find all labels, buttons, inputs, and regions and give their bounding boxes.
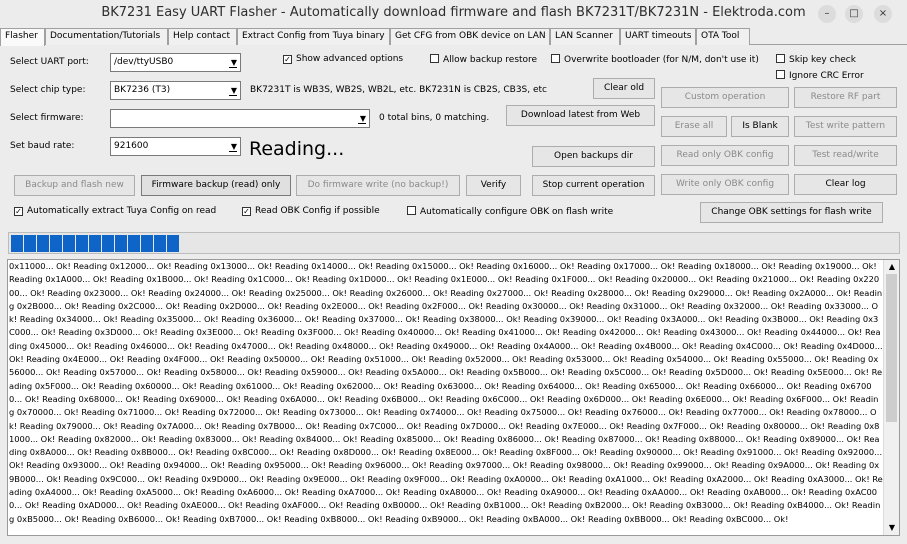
checkbox-checked-icon: ✓ bbox=[284, 55, 291, 64]
firmware-backup-button[interactable]: Firmware backup (read) only bbox=[141, 175, 291, 196]
dropdown-underline bbox=[358, 123, 366, 124]
auto-configure-obk-checkbox[interactable]: Automatically configure OBK on flash write bbox=[407, 206, 613, 217]
stop-operation-button[interactable]: Stop current operation bbox=[532, 175, 655, 196]
window-title: BK7231 Easy UART Flasher - Automatically download firmware and flash BK7231T/BK7231N - Elektroda.com bbox=[101, 5, 806, 20]
log-panel[interactable] bbox=[7, 259, 900, 536]
tab-ota-tool[interactable]: OTA Tool bbox=[696, 28, 750, 45]
progress-block bbox=[154, 235, 166, 252]
skip-key-check-checkbox[interactable]: Skip key check bbox=[776, 54, 856, 65]
progress-bar bbox=[8, 232, 900, 254]
clear-old-button[interactable]: Clear old bbox=[593, 78, 655, 99]
is-blank-button[interactable]: Is Blank bbox=[731, 116, 789, 137]
erase-all-button[interactable]: Erase all bbox=[661, 116, 727, 137]
progress-block bbox=[50, 235, 62, 252]
dropdown-underline bbox=[229, 67, 237, 68]
progress-block bbox=[37, 235, 49, 252]
firmware-label: Select firmware: bbox=[10, 113, 84, 123]
allow-backup-restore-checkbox[interactable]: Allow backup restore bbox=[430, 54, 537, 65]
log-text: 0x11000... Ok! Reading 0x12000... Ok! Reading 0x13000... Ok! Reading 0x14000... Ok! Reading 0x15000... Ok! Reading 0x16000... Ok! Reading 0x17000... Ok! Reading 0x18000... Ok! Reading 0x19000... Ok! Reading 0x1A000... Ok! Reading 0x1B000... Ok! Reading 0x1C000... Ok! Reading 0x1D000... Ok! Reading 0x1E000... Ok! Reading 0x1F000... Ok! Reading 0x20000... Ok! Reading 0x21000... Ok! Reading 0x22000... Ok! Reading 0x23000... Ok! Reading 0x24000... Ok! Reading 0x25000... Ok! Reading 0x26000... Ok! Reading 0x27000... Ok! Reading 0x28000... Ok! Reading 0x29000... Ok! Reading 0x2A000... Ok! Reading 0x2B000... Ok! Reading 0x2C000... Ok! Reading 0x2D000... Ok! Reading 0x2E000... Ok! Reading 0x2F000... Ok! Reading 0x30000... Ok! Reading 0x31000... Ok! Reading 0x32000... Ok! Reading 0x33000... Ok! Reading 0x34000... Ok! Reading 0x35000... Ok! Reading 0x36000... Ok! Reading 0x37000... Ok! Reading 0x38000... Ok! Reading 0x39000... Ok! Reading 0x3A000... Ok! Reading 0x3B000... Ok! Reading 0x3C000... Ok! Reading 0x3D000... Ok! Reading 0x3E000... Ok! Reading 0x3F000... Ok! Reading 0x40000... Ok! Reading 0x41000... Ok! Reading 0x42000... Ok! Reading 0x43000... Ok! Reading 0x44000... Ok! Reading 0x45000... Ok! Reading 0x46000... Ok! Reading 0x47000... Ok! Reading 0x48000... Ok! Reading 0x49000... Ok! Reading 0x4A000... Ok! Reading 0x4B000... Ok! Reading 0x4C000... Ok! Reading 0x4D000... Ok! Reading 0x4E000... Ok! Reading 0x4F000... Ok! Reading 0x50000... Ok! Reading 0x51000... Ok! Reading 0x52000... Ok! Reading 0x53000... Ok! Reading 0x54000... Ok! Reading 0x55000... Ok! Reading 0x56000... Ok! Reading 0x57000... Ok! Reading 0x58000... Ok! Reading 0x59000... Ok! Reading 0x5A000... Ok! Reading 0x5B000... Ok! Reading 0x5C000... Ok! Reading 0x5D000... Ok! Reading 0x5E000... Ok! Reading 0x5F000... Ok! Reading 0x60000... Ok! Reading 0x61000... Ok! Reading 0x62000... Ok! Reading 0x63000... Ok! Reading 0x64000... Ok! Reading 0x65000... Ok! Reading 0x66000... Ok! Reading 0x67000... Ok! Reading 0x68000... Ok! Reading 0x69000... Ok! Reading 0x6A000... Ok! Reading 0x6B000... Ok! Reading 0x6C000... Ok! Reading 0x6D000... Ok! Reading 0x6E000... Ok! Reading 0x6F000... Ok! Reading 0x70000... Ok! Reading 0x71000... Ok! Reading 0x72000... Ok! Reading 0x73000... Ok! Reading 0x74000... Ok! Reading 0x75000... Ok! Reading 0x76000... Ok! Reading 0x77000... Ok! Reading 0x78000... Ok! Reading 0x79000... Ok! Reading 0x7A000... Ok! Reading 0x7B000... Ok! Reading 0x7C000... Ok! Reading 0x7D000... Ok! Reading 0x7E000... Ok! Reading 0x7F000... Ok! Reading 0x80000... Ok! Reading 0x81000... Ok! Reading 0x82000... Ok! Reading 0x83000... Ok! Reading 0x84000... Ok! Reading 0x85000... Ok! Reading 0x86000... Ok! Reading 0x87000... Ok! Reading 0x88000... Ok! Reading 0x89000... Ok! Reading 0x8A000... Ok! Reading 0x8B000... Ok! Reading 0x8C000... Ok! Reading 0x8D000... Ok! Reading 0x8E000... Ok! Reading 0x8F000... Ok! Reading 0x90000... Ok! Reading 0x91000... Ok! Reading 0x92000... Ok! Reading 0x93000... Ok! Reading 0x94000... Ok! Reading 0x95000... Ok! Reading 0x96000... Ok! Reading 0x97000... Ok! Reading 0x98000... Ok! Reading 0x99000... Ok! Reading 0x9A000... Ok! Reading 0x9B000... Ok! Reading 0x9C000... Ok! Reading 0x9D000... Ok! Reading 0x9E000... Ok! Reading 0x9F000... Ok! Reading 0xA0000... Ok! Reading 0xA1000... Ok! Reading 0xA2000... Ok! Reading 0xA3000... Ok! Reading 0xA4000... Ok! Reading 0xA5000... Ok! Reading 0xA6000... Ok! Reading 0xA7000... Ok! Reading 0xA8000... Ok! Reading 0xA9000... Ok! Reading 0xAA000... Ok! Reading 0xAB000... Ok! Reading 0xAC000... Ok! Reading 0xAD000... Ok! Reading 0xAE000... Ok! Reading 0xAF000... Ok! Reading 0xB0000... Ok! Reading 0xB1000... Ok! Reading 0xB2000... Ok! Reading 0xB3000... Ok! Reading 0xB4000... Ok! Reading 0xB5000... Ok! Reading 0xB6000... Ok! Reading 0xB7000... Ok! Reading 0xB8000... Ok! Reading 0xB9000... Ok! Reading 0xBA000... Ok! Reading 0xBB000... Ok! Reading 0xBC000... Ok! bbox=[9, 261, 883, 524]
checkbox-unchecked-icon bbox=[551, 54, 560, 63]
uart-port-value: /dev/ttyUSB0 bbox=[114, 57, 174, 67]
download-latest-button[interactable]: Download latest from Web bbox=[506, 105, 655, 126]
chevron-down-icon: ▼ bbox=[230, 58, 237, 67]
test-write-pattern-button[interactable]: Test write pattern bbox=[794, 116, 897, 137]
tab-extract-config[interactable]: Extract Config from Tuya binary bbox=[237, 28, 390, 45]
backup-and-flash-button[interactable]: Backup and flash new bbox=[14, 175, 135, 196]
clear-log-button[interactable]: Clear log bbox=[794, 174, 897, 195]
uart-port-select[interactable] bbox=[110, 53, 241, 72]
title-bar bbox=[0, 0, 907, 27]
change-obk-settings-button[interactable]: Change OBK settings for flash write bbox=[700, 202, 883, 223]
open-backups-button[interactable]: Open backups dir bbox=[532, 146, 655, 167]
scroll-thumb[interactable] bbox=[886, 274, 897, 422]
progress-block bbox=[115, 235, 127, 252]
checkbox-unchecked-icon bbox=[776, 54, 785, 63]
chip-type-select[interactable] bbox=[110, 81, 241, 100]
progress-block bbox=[128, 235, 140, 252]
baud-rate-select[interactable] bbox=[110, 137, 241, 156]
checkbox-checked-icon: ✓ bbox=[15, 207, 22, 216]
firmware-count-text: 0 total bins, 0 matching. bbox=[379, 113, 490, 123]
overwrite-bootloader-checkbox[interactable]: Overwrite bootloader (for N/M, don't use it) bbox=[551, 54, 759, 65]
tab-flasher[interactable]: Flasher bbox=[0, 28, 45, 46]
progress-block bbox=[63, 235, 75, 252]
chevron-down-icon: ▼ bbox=[230, 86, 237, 95]
scroll-up-icon[interactable]: ▲ bbox=[888, 262, 896, 271]
chip-type-label: Select chip type: bbox=[10, 85, 86, 95]
chip-info-text: BK7231T is WB3S, WB2S, WB2L, etc. BK7231N is CB2S, CB3S, etc bbox=[250, 85, 548, 95]
progress-block bbox=[11, 235, 23, 252]
checkbox-unchecked-icon bbox=[430, 54, 439, 63]
tab-documentation[interactable]: Documentation/Tutorials bbox=[45, 28, 168, 45]
custom-operation-button[interactable]: Custom operation bbox=[661, 87, 789, 108]
chevron-down-icon: ▼ bbox=[230, 142, 237, 151]
minimize-icon[interactable]: – bbox=[818, 5, 836, 23]
tab-uart-timeouts[interactable]: UART timeouts bbox=[620, 28, 696, 45]
uart-port-label: Select UART port: bbox=[10, 57, 89, 67]
checkbox-unchecked-icon bbox=[407, 206, 416, 215]
checkbox-unchecked-icon bbox=[776, 70, 785, 79]
show-advanced-checkbox[interactable]: ✓ Show advanced options bbox=[284, 54, 404, 64]
dropdown-underline bbox=[229, 95, 237, 96]
progress-block bbox=[167, 235, 179, 252]
tab-help-contact[interactable]: Help contact bbox=[168, 28, 237, 45]
extract-tuya-checkbox[interactable]: ✓ Automatically extract Tuya Config on read bbox=[15, 206, 217, 216]
tab-get-cfg[interactable]: Get CFG from OBK device on LAN bbox=[390, 28, 550, 45]
progress-block bbox=[24, 235, 36, 252]
tab-bar bbox=[0, 28, 907, 45]
chip-type-value: BK7236 (T3) bbox=[114, 85, 171, 95]
progress-block bbox=[141, 235, 153, 252]
status-text: Reading... bbox=[249, 138, 345, 160]
tab-lan-scanner[interactable]: LAN Scanner bbox=[550, 28, 620, 45]
test-read-write-button[interactable]: Test read/write bbox=[794, 145, 897, 166]
progress-block bbox=[76, 235, 88, 252]
scroll-down-icon[interactable]: ▼ bbox=[888, 523, 896, 532]
close-icon[interactable]: × bbox=[874, 5, 892, 23]
baud-rate-value: 921600 bbox=[114, 141, 149, 151]
read-only-obk-button[interactable]: Read only OBK config bbox=[661, 145, 789, 166]
progress-block bbox=[102, 235, 114, 252]
progress-block bbox=[89, 235, 101, 252]
verify-button[interactable]: Verify bbox=[466, 175, 521, 196]
firmware-write-button[interactable]: Do firmware write (no backup!) bbox=[296, 175, 460, 196]
log-scrollbar[interactable] bbox=[883, 260, 899, 535]
ignore-crc-checkbox[interactable]: Ignore CRC Error bbox=[776, 70, 864, 81]
read-obk-checkbox[interactable]: ✓ Read OBK Config if possible bbox=[243, 206, 380, 216]
restore-rf-button[interactable]: Restore RF part bbox=[794, 87, 897, 108]
chevron-down-icon: ▼ bbox=[359, 114, 366, 123]
baud-rate-label: Set baud rate: bbox=[10, 141, 75, 151]
write-only-obk-button[interactable]: Write only OBK config bbox=[661, 174, 789, 195]
firmware-select[interactable] bbox=[110, 109, 370, 128]
maximize-icon[interactable]: □ bbox=[845, 5, 863, 23]
checkbox-checked-icon: ✓ bbox=[243, 207, 250, 216]
dropdown-underline bbox=[229, 151, 237, 152]
